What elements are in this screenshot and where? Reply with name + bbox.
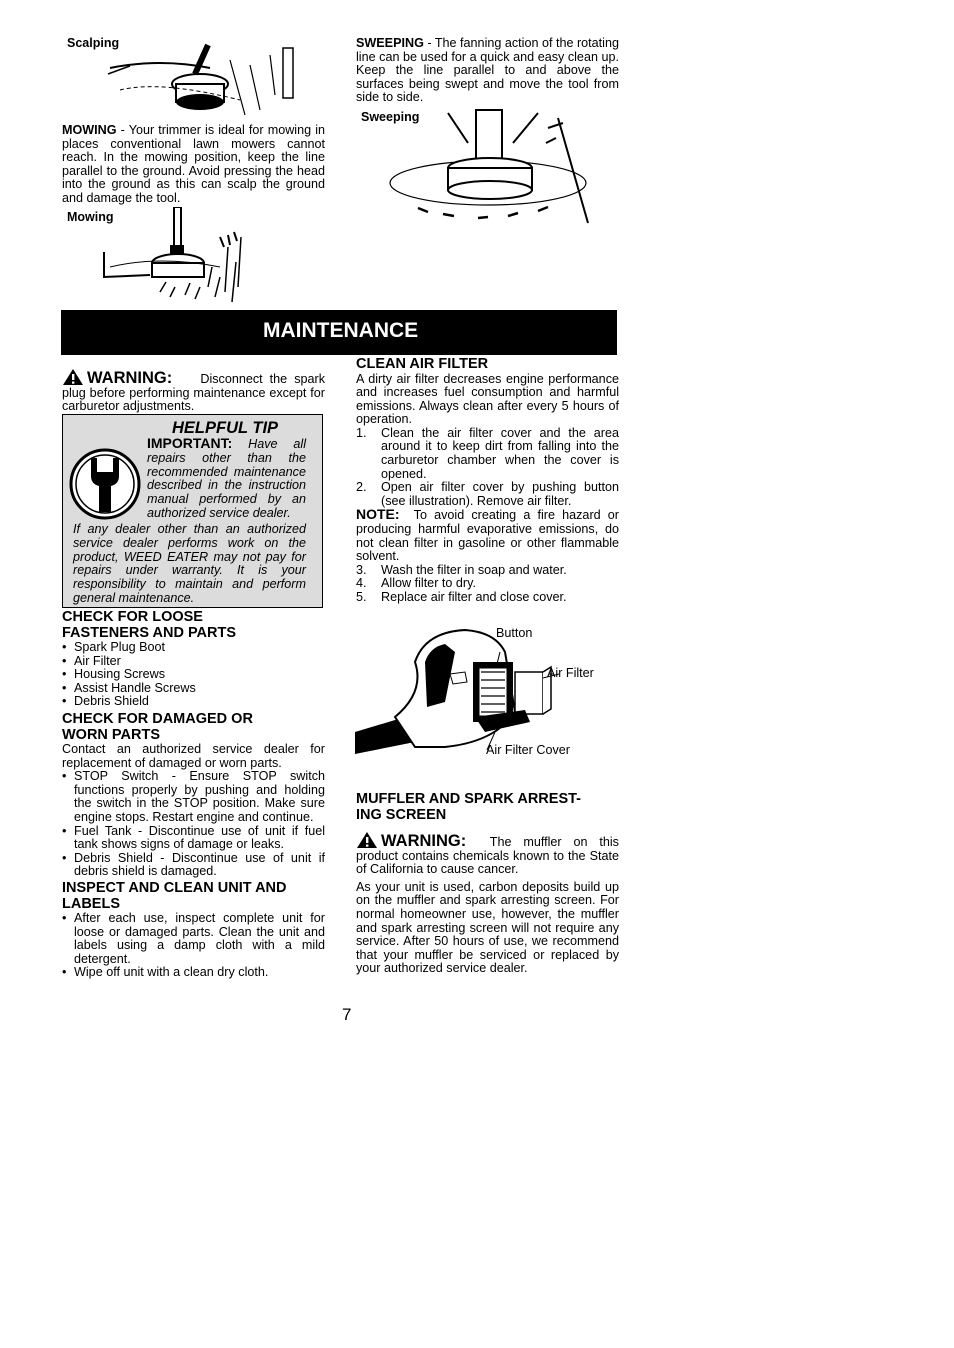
note-text: To avoid creating a fire hazard or producing harmful evaporative emissions, do not clean filter in gasoline or other flammable solvent.	[356, 508, 619, 564]
sweeping-lead: SWEEPING	[356, 36, 424, 50]
inspect-list	[62, 912, 325, 980]
list-item: • STOP Switch - Ensure STOP switch functions properly by pushing and holding the switch in the STOP position. Make sure engine stops. Restart engine and continue.	[62, 770, 325, 824]
list-item: • Debris Shield - Discontinue use of unit if debris shield is damaged.	[62, 852, 325, 879]
sweeping-caption: Sweeping	[361, 110, 420, 124]
damaged-intro: Contact an authorized service dealer for replacement of damaged or worn parts.	[62, 742, 325, 770]
inspect-heading-1: INSPECT AND CLEAN UNIT AND	[62, 880, 287, 896]
muffler-heading-2: ING SCREEN	[356, 806, 447, 823]
scalping-caption: Scalping	[67, 36, 120, 50]
label-air-filter: Air Filter	[547, 666, 594, 680]
mowing-text: - Your trimmer is ideal for mowing in places conventional lawn mowers cannot reach. In the mowing position, keep the line parallel to the ground. Avoid pressing the head into the ground as this can scalp the ground and damage the tool.	[62, 123, 325, 205]
list-item: 4. Allow filter to dry.	[356, 576, 476, 591]
important-text: Have all repairs other than the recommended maintenance described in the instruction manual performed by an authorized service dealer.	[147, 437, 307, 520]
air-filter-heading: CLEAN AIR FILTER	[356, 356, 489, 372]
list-item: 3. Wash the filter in soap and water.	[356, 562, 567, 577]
muffler-warning-text: The muffler on this product contains chemicals known to the State of California to cause cancer.	[356, 835, 619, 877]
loose-heading-1: CHECK FOR LOOSE	[62, 609, 203, 625]
sweeping-paragraph	[356, 37, 619, 105]
warning-triangle-icon	[62, 368, 84, 386]
warning-spark-plug	[62, 368, 325, 414]
warning-triangle-icon	[356, 831, 378, 849]
list-item: • Debris Shield	[62, 695, 325, 709]
list-item: 2. Open air filter cover by pushing button (see illustration). Remove air filter.	[356, 480, 619, 508]
list-item: • Spark Plug Boot	[62, 641, 325, 655]
mowing-illustration	[100, 207, 245, 310]
list-item: • Assist Handle Screws	[62, 682, 325, 696]
list-item: 1. Clean the air filter cover and the area around it to keep dirt from falling into the carburetor chamber when the cover is opened.	[356, 425, 619, 481]
muffler-warning	[356, 831, 619, 877]
air-filter-steps-a	[356, 427, 619, 509]
list-item: • After each use, inspect complete unit for loose or damaged parts. Clean the unit and labels using a damp cloth with a mild detergent.	[62, 912, 325, 966]
air-filter-intro: A dirty air filter decreases engine performance and increases fuel consumption and harmful emissions. Always clean after every 5 hours of operation.	[356, 371, 619, 427]
scalping-illustration	[100, 40, 300, 120]
maintenance-banner	[61, 310, 617, 355]
muffler-warning-word: WARNING:	[381, 832, 467, 850]
mowing-caption: Mowing	[67, 210, 114, 224]
damaged-section	[62, 712, 325, 879]
wrench-icon	[69, 448, 141, 520]
air-filter-steps-b	[356, 564, 619, 605]
loose-list	[62, 641, 325, 709]
damaged-heading-1: CHECK FOR DAMAGED OR	[62, 711, 253, 727]
damaged-list	[62, 770, 325, 879]
note-label: NOTE:	[356, 506, 400, 523]
list-item: • Wipe off unit with a clean dry cloth.	[62, 966, 325, 980]
helpful-tip-important	[147, 437, 306, 521]
list-item: 5. Replace air filter and close cover.	[356, 590, 567, 604]
helpful-tip-warranty: If any dealer other than an authorized service dealer performs work on the product, WEED EATER may not pay for repairs under warranty. It is your responsibility to maintain and perform general maintenance.	[73, 522, 306, 605]
label-button: Button	[496, 626, 533, 640]
loose-heading-2: FASTENERS AND PARTS	[62, 624, 237, 641]
list-item: • Fuel Tank - Discontinue use of unit if fuel tank shows signs of damage or leaks.	[62, 825, 325, 852]
warning-word: WARNING:	[87, 369, 173, 387]
page-number: 7	[342, 1005, 352, 1024]
sweeping-illustration	[388, 108, 593, 225]
label-air-filter-cover: Air Filter Cover	[486, 743, 570, 757]
list-item: • Housing Screws	[62, 668, 325, 682]
maintenance-title: MAINTENANCE	[263, 319, 419, 342]
mowing-paragraph	[62, 124, 325, 206]
muffler-section	[356, 792, 619, 976]
loose-section	[62, 610, 325, 709]
muffler-text: As your unit is used, carbon deposits build up on the muffler and spark arresting screen. For normal homeowner use, however, the muffler and spark arresting screen will not require any service. After 50 hours of use, we recommend that your muffler be serviced or replaced by your authorized service dealer.	[356, 879, 619, 976]
sweeping-text: - The fanning action of the rotating line can be used for a quick and easy clean up. Keep the line parallel to and above the surfaces being swept and move the tool from side to side.	[356, 36, 619, 105]
air-filter-note	[356, 508, 619, 563]
warning-text: Disconnect the spark plug before performing maintenance except for carburetor adjustments.	[62, 372, 325, 414]
mowing-lead: MOWING	[62, 123, 117, 137]
important-label: IMPORTANT:	[147, 435, 233, 451]
air-filter-section	[356, 357, 619, 605]
helpful-tip-box	[62, 414, 323, 608]
air-filter-illustration	[355, 622, 610, 760]
inspect-section	[62, 881, 325, 980]
list-item: • Air Filter	[62, 655, 325, 669]
inspect-heading-2: LABELS	[62, 895, 120, 912]
muffler-heading-1: MUFFLER AND SPARK ARREST-	[356, 791, 582, 807]
helpful-tip-title: HELPFUL TIP	[172, 419, 279, 437]
damaged-heading-2: WORN PARTS	[62, 726, 161, 743]
